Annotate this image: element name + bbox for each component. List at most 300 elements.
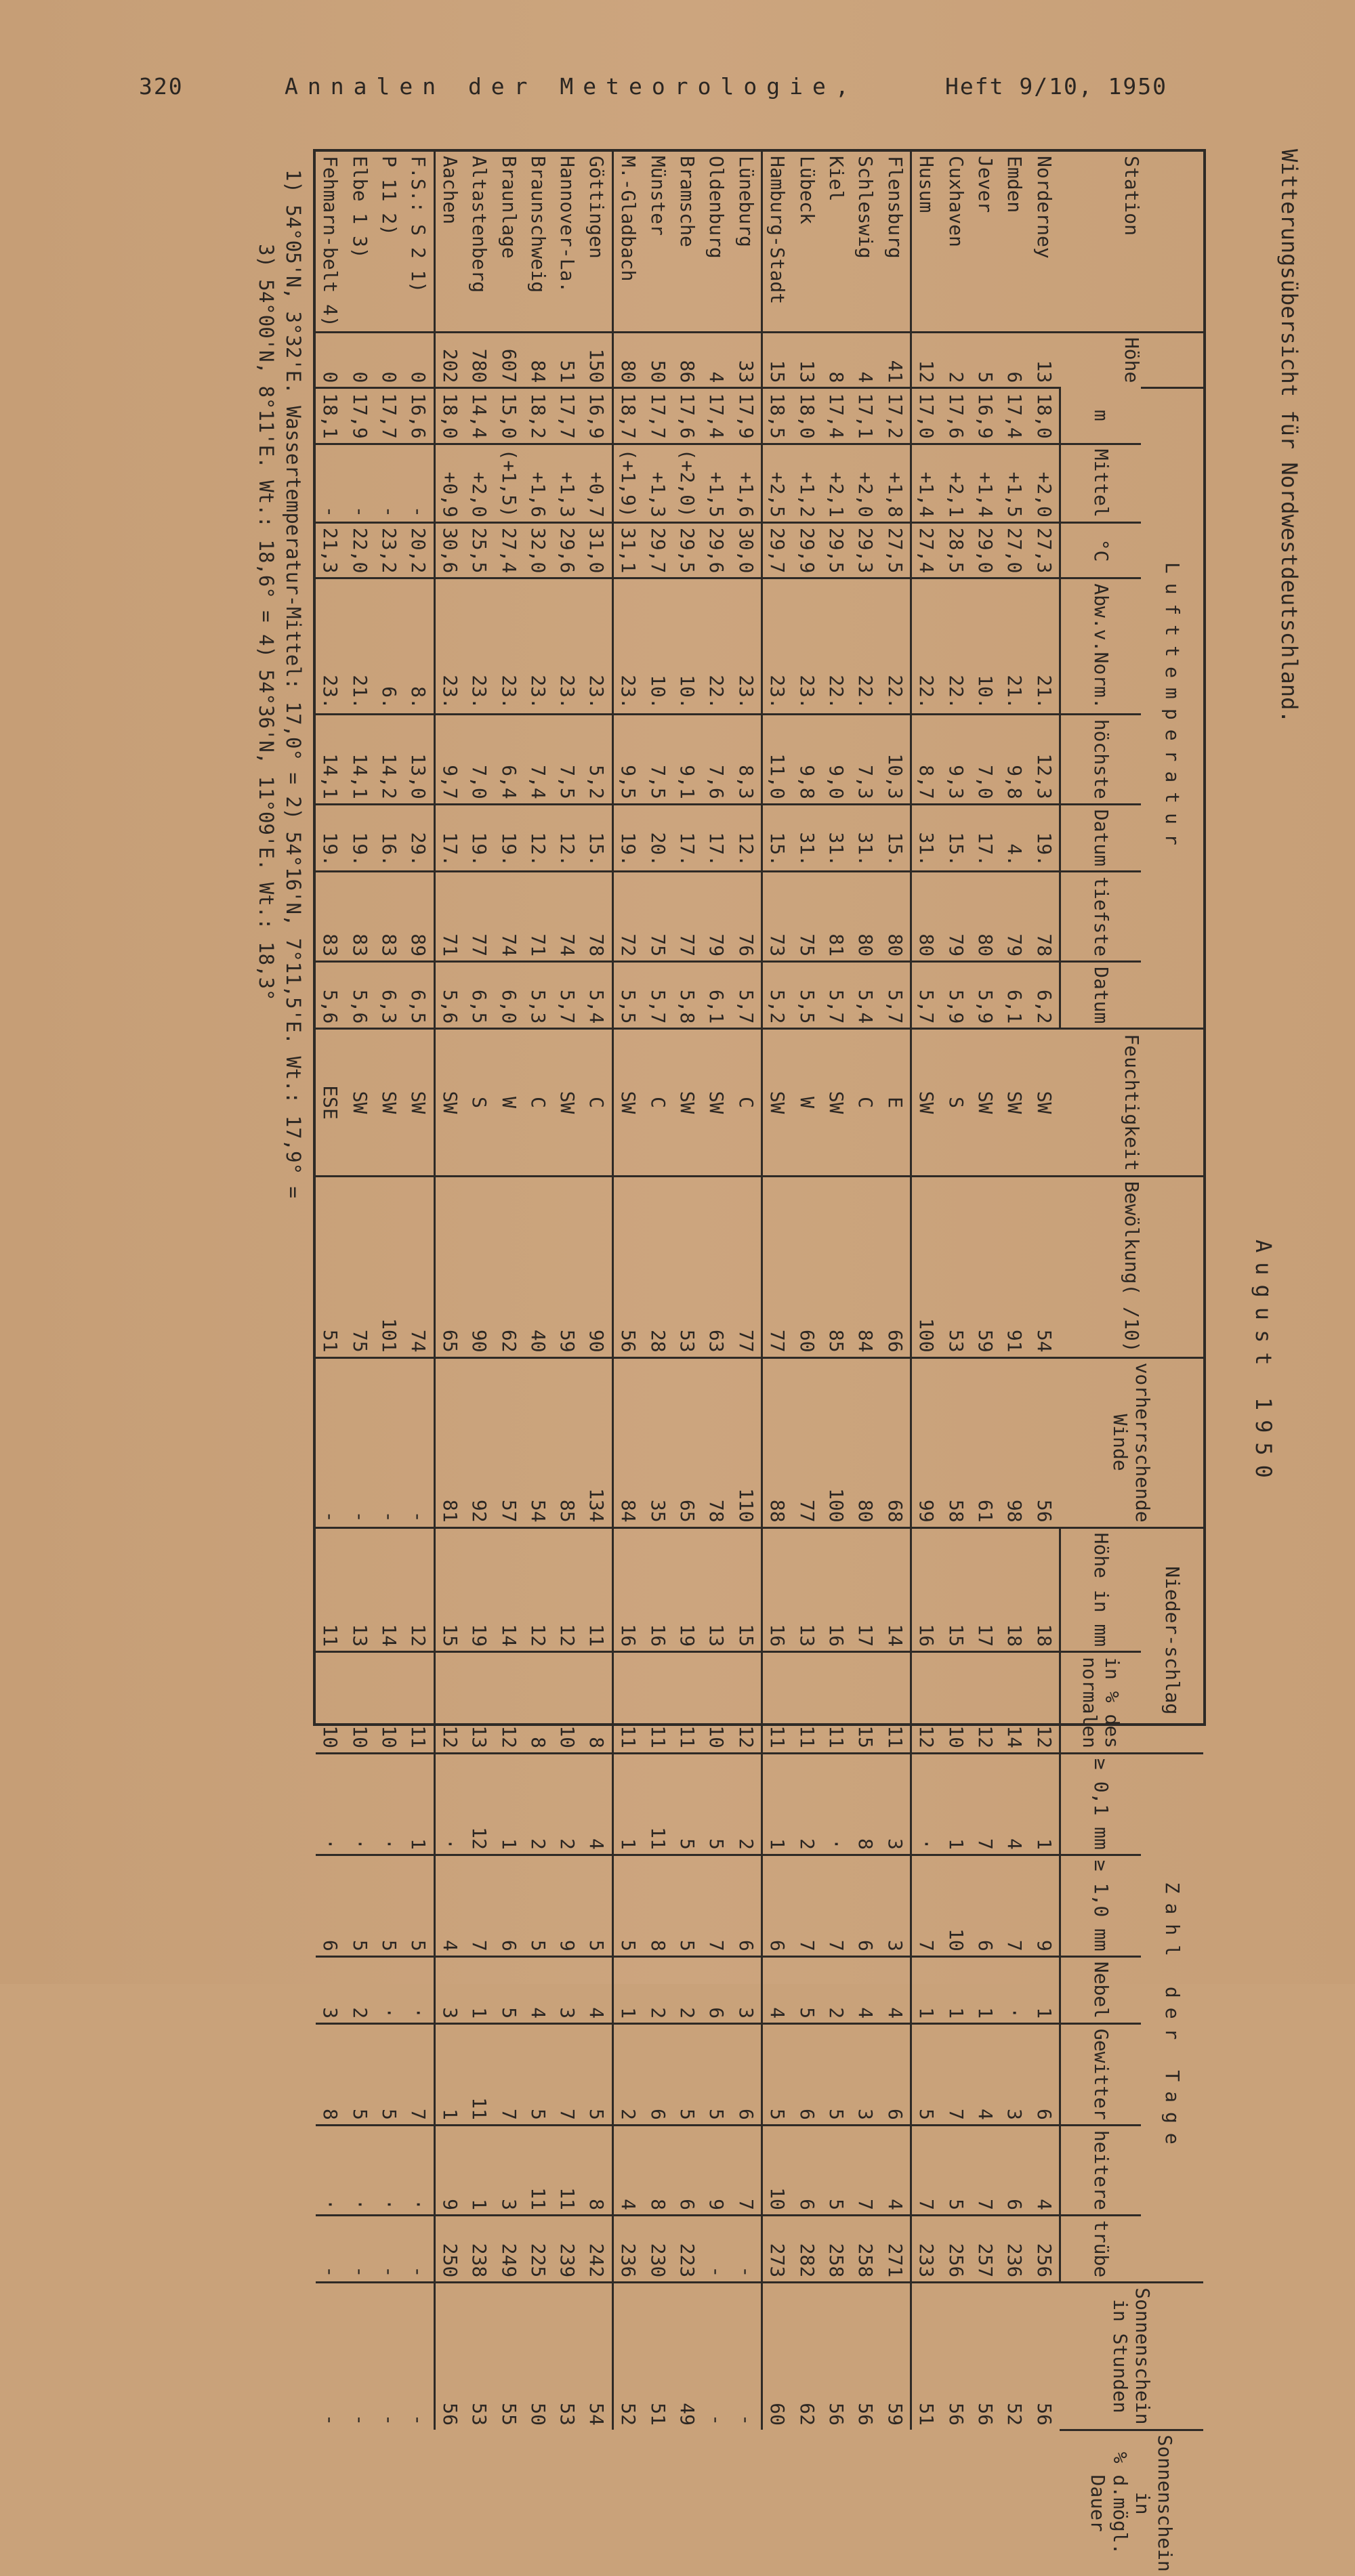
table-cell: 5,7 (553, 962, 582, 1029)
table-cell: - (702, 2215, 731, 2282)
table-cell: 29,5 (822, 522, 851, 578)
table-cell: 60 (762, 2283, 792, 2430)
table-cell: SW (345, 1029, 374, 1176)
table-cell: (+1,5) (495, 444, 524, 522)
table-cell: 1 (404, 1754, 434, 1855)
table-cell: 56 (971, 2283, 1000, 2430)
table-cell: 16,9 (582, 388, 612, 444)
table-cell: 6. (375, 578, 404, 714)
table-cell: 19. (612, 804, 643, 871)
table-cell: 5,8 (673, 962, 702, 1029)
table-cell: 17,9 (731, 388, 762, 444)
table-cell: · (375, 1754, 404, 1855)
table-cell: 13,0 (404, 714, 434, 804)
table-cell: 4 (851, 1956, 880, 2023)
table-cell: W (495, 1029, 524, 1176)
table-cell: 4 (762, 1956, 792, 2023)
table-cell: 12 (731, 1652, 762, 1754)
table-cell: 21,3 (316, 522, 345, 578)
station-name: Lüneburg (731, 152, 762, 332)
table-cell: 14,2 (375, 714, 404, 804)
table-cell: 3 (731, 1956, 762, 2023)
table-cell: S (942, 1029, 971, 1176)
table-cell: · (404, 1956, 434, 2023)
table-cell: 250 (434, 2215, 465, 2282)
table-cell: 8,7 (911, 714, 941, 804)
table-cell: 5,5 (793, 962, 822, 1029)
col-max-date: Datum (1060, 804, 1141, 871)
table-cell: 9,0 (822, 714, 851, 804)
table-cell: 57 (495, 1357, 524, 1527)
table-cell: 62 (793, 2283, 822, 2430)
table-cell: 12. (553, 804, 582, 871)
table-cell: 59 (880, 2283, 911, 2430)
table-row (1000, 152, 1029, 2576)
table-cell: 5 (793, 1956, 822, 2023)
table-cell: 5 (582, 1855, 612, 1956)
col-days-10mm: ≥ 1,0 mm (1060, 1855, 1141, 1956)
table-cell: 75 (345, 1176, 374, 1357)
table-cell: 84 (851, 1176, 880, 1357)
col-cloudiness: Bewölkung( /10) (1060, 1176, 1203, 1357)
table-cell: 5 (404, 1855, 434, 1956)
table-cell: 17,4 (822, 388, 851, 444)
table-cell: 19. (316, 804, 345, 871)
table-cell: 63 (702, 1176, 731, 1357)
table-cell: 23. (434, 578, 465, 714)
table-cell: 83 (345, 872, 374, 962)
table-cell: 19 (673, 1527, 702, 1652)
station-name: Altastenberg (468, 156, 491, 293)
table-cell: 17 (851, 1527, 880, 1652)
table-cell: 14,1 (345, 714, 374, 804)
table-cell: SW (762, 1029, 792, 1176)
table-cell: 17,7 (375, 388, 404, 444)
table-cell: 29,9 (793, 522, 822, 578)
table-cell: E (880, 1029, 911, 1176)
table-cell: 30,6 (434, 522, 465, 578)
table-cell: 16 (762, 1527, 792, 1652)
table-cell: 134 (582, 1357, 612, 1527)
table-cell: 83 (375, 872, 404, 962)
table-cell: 31,1 (612, 522, 643, 578)
table-cell: 11 (553, 2125, 582, 2215)
table-cell: 75 (793, 872, 822, 962)
table-cell: 0 (316, 332, 345, 387)
table-cell: 18 (1000, 1527, 1029, 1652)
table-row (942, 152, 971, 2576)
table-cell: +1,6 (731, 444, 762, 522)
table-cell: 77 (673, 872, 702, 962)
table-cell: 1 (465, 1956, 494, 2023)
table-cell: 5,7 (911, 962, 941, 1029)
table-cell: · (822, 1754, 851, 1855)
table-cell: 7 (404, 2024, 434, 2126)
table-cell: 88 (762, 1357, 792, 1527)
table-cell: 16 (644, 1527, 673, 1652)
table-cell: 12 (553, 1527, 582, 1652)
table-cell: 11 (822, 1652, 851, 1754)
table-body (316, 152, 1060, 2576)
table-row (495, 152, 524, 2576)
table-cell: 1 (434, 2024, 465, 2126)
table-cell: +1,2 (793, 444, 822, 522)
table-cell: 239 (553, 2215, 582, 2282)
table-cell: 65 (434, 1176, 465, 1357)
table-cell: · (434, 1754, 465, 1855)
table-cell: 89 (404, 872, 434, 962)
table-cell: 51 (644, 2283, 673, 2430)
footnote-1: 1) 54°05'N, 3°32'E. Wassertemperatur-Mittel: 17,0° = 2) 54°16'N, 7°11,5'E. Wt.: 17,9° = (282, 169, 305, 1198)
table-cell: 59 (553, 1176, 582, 1357)
table-cell: SW (822, 1029, 851, 1176)
table-cell: 5,7 (644, 962, 673, 1029)
table-cell: 8 (316, 2024, 345, 2126)
table-cell: 10. (673, 578, 702, 714)
table-row (673, 152, 702, 2576)
table-cell: 11 (582, 1527, 612, 1652)
station-name: Husum (915, 156, 938, 213)
table-cell: 29,5 (673, 522, 702, 578)
table-cell: 1 (911, 1956, 941, 2023)
table-cell: W (793, 1029, 822, 1176)
table-cell: 7 (553, 2024, 582, 2126)
station-name: Braunschweig (526, 156, 549, 293)
table-cell: 4 (880, 1956, 911, 2023)
table-cell: 249 (495, 2215, 524, 2282)
table-cell: 6 (731, 1855, 762, 1956)
table-cell: 3 (851, 2024, 880, 2126)
table-row (644, 152, 673, 2576)
table-cell: · (375, 1956, 404, 2023)
table-cell: 7,5 (644, 714, 673, 804)
table-cell: 54 (524, 1357, 553, 1527)
table-cell: 17,7 (553, 388, 582, 444)
table-cell: S (465, 1029, 494, 1176)
table-cell: 29,7 (644, 522, 673, 578)
table-cell: 15 (942, 1527, 971, 1652)
table-cell: 8 (524, 1652, 553, 1754)
table-cell: 23,2 (375, 522, 404, 578)
table-cell: 17,7 (644, 388, 673, 444)
table-row (822, 152, 851, 2576)
table-cell: 9 (434, 2125, 465, 2215)
table-cell: SW (911, 1029, 941, 1176)
table-cell: 73 (762, 872, 792, 962)
table-cell: 273 (762, 2215, 792, 2282)
table-cell: 5 (612, 1855, 643, 1956)
table-row (793, 152, 822, 2576)
table-cell: 15 (762, 332, 792, 387)
table-cell: 27,0 (1000, 522, 1029, 578)
table-cell: · (911, 1754, 941, 1855)
table-cell: 52 (1000, 2283, 1029, 2430)
table-cell: 58 (942, 1357, 971, 1527)
table-cell: 74 (495, 872, 524, 962)
table-cell: - (404, 2215, 434, 2282)
table-cell: SW (1029, 1029, 1060, 1176)
station-name: Braunlage (497, 156, 520, 259)
col-min: tiefste (1060, 872, 1141, 962)
table-cell: 12 (911, 332, 941, 387)
table-cell: 8,3 (731, 714, 762, 804)
table-cell: 5,5 (612, 962, 643, 1029)
table-cell: 11 (673, 1652, 702, 1754)
table-cell: 23. (495, 578, 524, 714)
table-cell: 41 (880, 332, 911, 387)
station-name: Lübeck (795, 156, 818, 225)
table-cell: 28,5 (942, 522, 971, 578)
table-cell: +2,0 (465, 444, 494, 522)
table-cell: 79 (1000, 872, 1029, 962)
table-cell: 29,6 (553, 522, 582, 578)
table-cell: 5,9 (971, 962, 1000, 1029)
table-cell: 12 (1029, 1652, 1060, 1754)
table-cell: 7 (702, 1855, 731, 1956)
table-cell: 7,3 (851, 714, 880, 804)
table-cell: 35 (644, 1357, 673, 1527)
table-cell: 28 (644, 1176, 673, 1357)
table-cell: 7 (1000, 1855, 1029, 1956)
table-cell: 223 (673, 2215, 702, 2282)
weather-table (313, 149, 1206, 2572)
table-cell: 15,0 (495, 388, 524, 444)
table-cell: 17,1 (851, 388, 880, 444)
table-cell: 23. (553, 578, 582, 714)
table-cell: 53 (673, 1176, 702, 1357)
table-cell: - (345, 2283, 374, 2430)
table-cell: 31. (822, 804, 851, 871)
table-cell: 5 (673, 1855, 702, 1956)
table-cell: 90 (582, 1176, 612, 1357)
table-cell: 2 (793, 1754, 822, 1855)
table-cell: 17,6 (673, 388, 702, 444)
rotated-table-block (255, 149, 1355, 2572)
table-cell: +2,0 (851, 444, 880, 522)
table-cell: 6,5 (465, 962, 494, 1029)
table-cell: 12. (731, 804, 762, 871)
table-cell: 18,7 (612, 388, 643, 444)
table-cell: 14 (1000, 1652, 1029, 1754)
table-cell: 6 (762, 1855, 792, 1956)
station-name: Schleswig (854, 156, 877, 259)
col-precip-percent: in % des normalen (1060, 1652, 1141, 1754)
table-cell: +2,5 (762, 444, 792, 522)
table-cell: 13 (465, 1652, 494, 1754)
table-cell: · (375, 2125, 404, 2215)
table-cell: C (851, 1029, 880, 1176)
table-cell: 23. (731, 578, 762, 714)
table-cell: 92 (465, 1357, 494, 1527)
table-cell: 5,2 (762, 962, 792, 1029)
table-cell: 5 (345, 2024, 374, 2126)
table-cell: 11 (465, 2024, 494, 2126)
table-cell: 14 (495, 1527, 524, 1652)
station-name: Flensburg (880, 152, 911, 332)
table-cell: 10 (375, 1652, 404, 1754)
table-cell: C (644, 1029, 673, 1176)
table-cell: 22. (880, 578, 911, 714)
table-cell: 607 (495, 332, 524, 387)
table-cell: 22. (942, 578, 971, 714)
table-cell: 16,9 (971, 388, 1000, 444)
table-cell: 9,8 (1000, 714, 1029, 804)
table-cell: 282 (793, 2215, 822, 2282)
table-cell: 6 (793, 2024, 822, 2126)
table-cell: 15 (731, 1527, 762, 1652)
table-cell: 3 (316, 1956, 345, 2023)
group-precipitation: Nieder-schlag (1141, 1527, 1203, 1753)
table-cell: 5 (822, 2024, 851, 2126)
col-sunshine-hours: Sonnenschein in Stunden (1060, 2283, 1203, 2430)
table-cell: - (404, 2283, 434, 2430)
table-cell: 29. (404, 804, 434, 871)
table-cell: 780 (465, 332, 494, 387)
table-cell: SW (404, 1029, 434, 1176)
table-cell: 50 (644, 332, 673, 387)
table-cell: 17,4 (1000, 388, 1029, 444)
table-cell: 1 (1029, 1754, 1060, 1855)
table-cell: 6,1 (702, 962, 731, 1029)
table-cell: 4 (702, 332, 731, 387)
table-cell: C (731, 1029, 762, 1176)
table-cell: ESE (316, 1029, 345, 1176)
table-cell: 12 (971, 1652, 1000, 1754)
table-cell: 75 (644, 872, 673, 962)
table-cell: 77 (731, 1176, 762, 1357)
table-cell: 29,7 (762, 522, 792, 578)
table-cell: 18,5 (762, 388, 792, 444)
table-cell: - (375, 2283, 404, 2430)
table-cell: 8 (822, 332, 851, 387)
table-cell: · (316, 2125, 345, 2215)
table-cell: 74 (553, 872, 582, 962)
table-cell: SW (673, 1029, 702, 1176)
table-cell: 101 (375, 1176, 404, 1357)
table-cell: 32,0 (524, 522, 553, 578)
table-cell: 4 (1000, 1754, 1029, 1855)
table-cell: 5 (822, 2125, 851, 2215)
col-height: Höhe (1060, 332, 1203, 387)
table-cell: 40 (524, 1176, 553, 1357)
station-name: M.-Gladbach (617, 156, 640, 282)
table-cell: 13 (702, 1527, 731, 1652)
table-cell: 1 (942, 1956, 971, 2023)
page-number: 320 (139, 73, 184, 100)
table-cell: 23. (793, 578, 822, 714)
table-cell: 56 (612, 1176, 643, 1357)
table-cell: 4 (612, 2125, 643, 2215)
table-cell: +1,8 (880, 444, 911, 522)
station-name: Jever (974, 156, 997, 213)
table-cell: 7 (731, 2125, 762, 2215)
table-cell: 19. (465, 804, 494, 871)
station-name: Kiel (825, 156, 848, 202)
table-cell: 2 (524, 1754, 553, 1855)
table-cell: 12 (434, 1652, 465, 1754)
table-cell: 17,0 (911, 388, 941, 444)
table-row (911, 152, 941, 2576)
table-cell: 12,3 (1029, 714, 1060, 804)
table-cell: 66 (880, 1176, 911, 1357)
table-cell: 23. (316, 578, 345, 714)
table-cell: 3 (434, 1956, 465, 2023)
table-cell: 11,0 (762, 714, 792, 804)
table-cell: 2 (942, 332, 971, 387)
table-cell: 55 (495, 2283, 524, 2430)
table-cell: · (1000, 1956, 1029, 2023)
table-cell: 10 (553, 1652, 582, 1754)
table-cell: 62 (495, 1176, 524, 1357)
table-cell: 6,4 (495, 714, 524, 804)
table-cell: 19 (465, 1527, 494, 1652)
table-cell: +1,6 (524, 444, 553, 522)
table-cell: 0 (375, 332, 404, 387)
table-cell: 72 (612, 872, 643, 962)
table-cell: 7,6 (702, 714, 731, 804)
table-cell: 8 (582, 2125, 612, 2215)
table-cell: 7,5 (553, 714, 582, 804)
table-cell: 258 (822, 2215, 851, 2282)
table-cell: · (316, 1754, 345, 1855)
table-cell: 1 (465, 2125, 494, 2215)
table-cell: 9,3 (942, 714, 971, 804)
table-cell: 54 (582, 2283, 612, 2430)
table-cell: 29,0 (971, 522, 1000, 578)
table-cell: 22,0 (345, 522, 374, 578)
table-cell: 13 (793, 1527, 822, 1652)
table-cell: 27,3 (1029, 522, 1060, 578)
table-cell: 71 (524, 872, 553, 962)
table-cell: 1 (612, 1956, 643, 2023)
table-cell: 85 (822, 1176, 851, 1357)
table-cell: 17. (673, 804, 702, 871)
table-cell: 51 (553, 332, 582, 387)
table-row (434, 152, 465, 2576)
table-cell: 23. (582, 578, 612, 714)
table-cell: 53 (465, 2283, 494, 2430)
station-name: F.S.: S 2 1) (404, 152, 434, 332)
table-cell: 20. (644, 804, 673, 871)
table-cell: 80 (971, 872, 1000, 962)
table-cell: 31. (911, 804, 941, 871)
table-cell: 9 (553, 1855, 582, 1956)
table-cell: +1,3 (644, 444, 673, 522)
table-cell: 9,1 (673, 714, 702, 804)
table-cell: 8 (644, 1855, 673, 1956)
table-cell: 56 (434, 2283, 465, 2430)
table-cell: 56 (851, 2283, 880, 2430)
table-cell: (+2,0) (673, 444, 702, 522)
table-cell: +0,9 (434, 444, 465, 522)
table-cell: 8 (644, 2125, 673, 2215)
col-max: höchste (1060, 714, 1141, 804)
col-unit: m (1060, 388, 1141, 444)
table-cell: 17,4 (702, 388, 731, 444)
table-cell: 110 (731, 1357, 762, 1527)
table-cell: 56 (942, 2283, 971, 2430)
table-cell: 4 (582, 1754, 612, 1855)
table-cell: 2 (644, 1956, 673, 2023)
col-station: Station (1120, 156, 1143, 236)
table-cell: 6 (1000, 2125, 1029, 2215)
table-cell: +2,0 (1029, 444, 1060, 522)
table-cell: - (702, 2283, 731, 2430)
station-name: Oldenburg (705, 156, 728, 259)
table-cell: 225 (524, 2215, 553, 2282)
table-cell: SW (553, 1029, 582, 1176)
table-cell: 98 (1000, 1357, 1029, 1527)
